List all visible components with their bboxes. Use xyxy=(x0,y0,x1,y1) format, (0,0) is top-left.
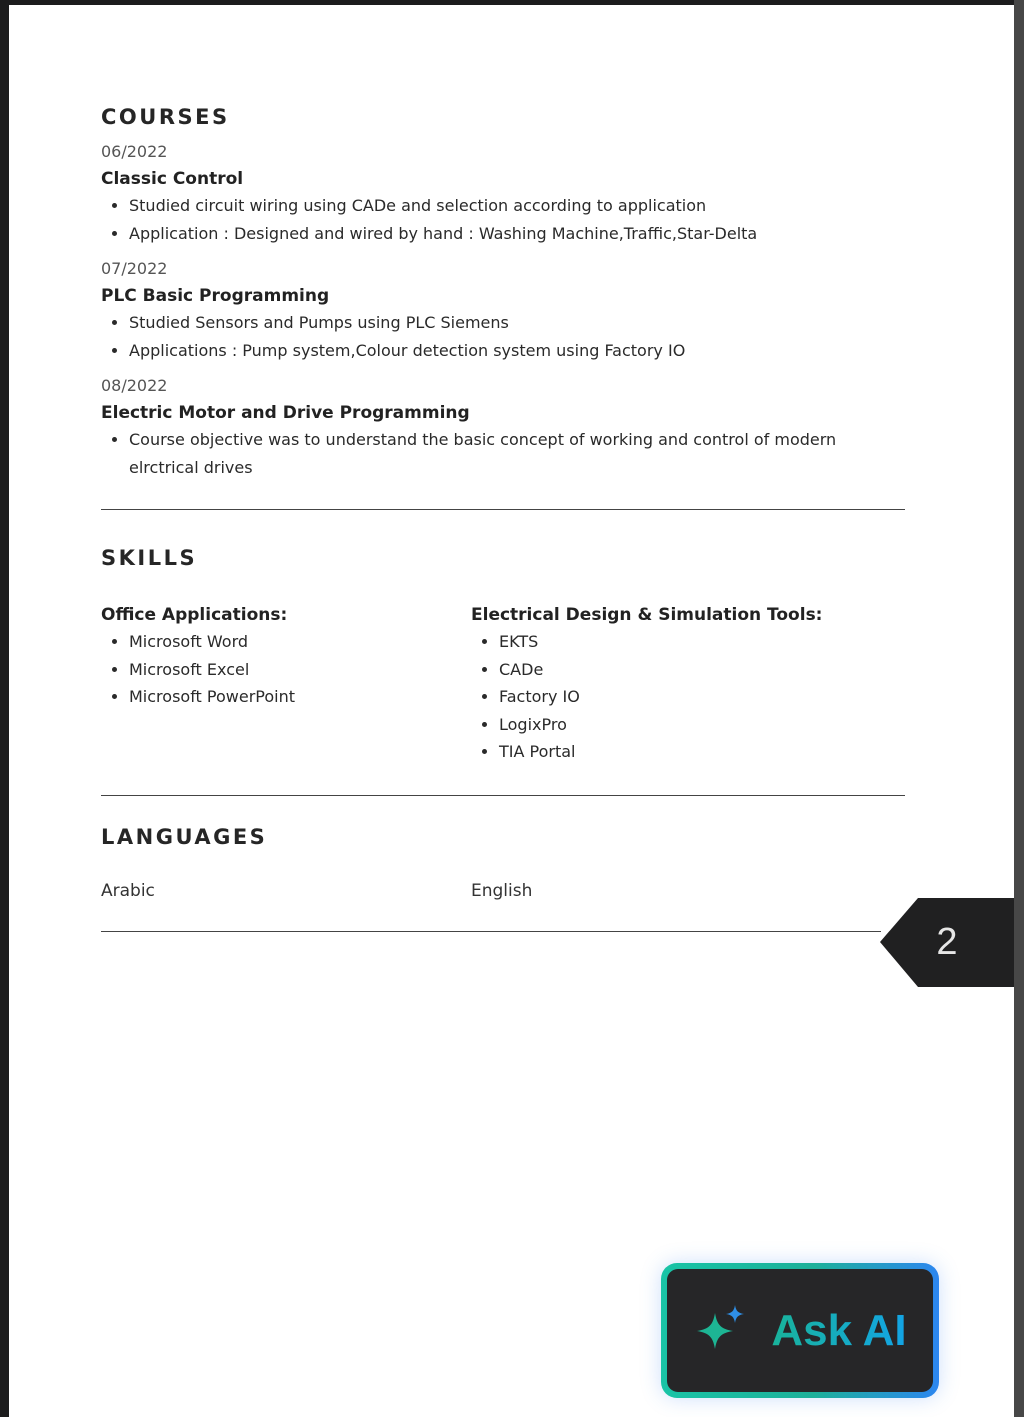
languages-heading: LANGUAGES xyxy=(101,825,268,849)
sparkle-icon xyxy=(693,1305,749,1357)
skills-group xyxy=(471,604,822,766)
course-title: PLC Basic Programming xyxy=(101,286,330,306)
language-item: Arabic xyxy=(101,881,155,901)
language-item: English xyxy=(471,881,533,901)
course-date: 08/2022 xyxy=(101,376,168,395)
course-date: 07/2022 xyxy=(101,259,168,278)
skill-item: • LogixPro xyxy=(499,711,822,739)
ask-ai-button[interactable] xyxy=(661,1263,939,1398)
skill-item: • CADe xyxy=(499,656,822,684)
ask-ai-label: Ask AI xyxy=(771,1305,907,1355)
skills-section xyxy=(101,545,905,766)
skill-item: • Microsoft Word xyxy=(129,628,471,656)
course-title: Electric Motor and Drive Programming xyxy=(101,403,470,423)
skill-item: • EKTS xyxy=(499,628,822,656)
course-item xyxy=(101,259,905,364)
course-date: 06/2022 xyxy=(101,142,168,161)
course-title: Classic Control xyxy=(101,169,244,189)
course-item xyxy=(101,142,905,247)
skills-group-title: Electrical Design & Simulation Tools: xyxy=(471,605,823,625)
course-item xyxy=(101,376,905,481)
divider xyxy=(101,509,905,510)
divider xyxy=(101,931,881,932)
courses-heading: COURSES xyxy=(101,105,230,129)
skill-item: • Factory IO xyxy=(499,683,822,711)
skills-heading: SKILLS xyxy=(101,546,198,570)
page-number: 2 xyxy=(936,921,958,963)
course-bullet: • Application : Designed and wired by hand : Washing Machine,Traffic,Star-Delta xyxy=(129,220,905,248)
skills-group xyxy=(101,604,471,766)
skill-item: • Microsoft PowerPoint xyxy=(129,683,471,711)
course-bullet: • Studied circuit wiring using CADe and selection according to application xyxy=(129,192,905,220)
course-bullet: • Applications : Pump system,Colour detection system using Factory IO xyxy=(129,337,905,365)
skill-item: • Microsoft Excel xyxy=(129,656,471,684)
skills-group-title: Office Applications: xyxy=(101,605,288,625)
courses-section xyxy=(101,104,905,481)
scrollbar[interactable] xyxy=(1014,0,1024,1417)
divider xyxy=(101,795,905,796)
languages-section xyxy=(101,824,905,901)
page-number-indicator xyxy=(880,898,1014,987)
course-bullet: • Course objective was to understand the basic concept of working and control of modern elrctrical drives xyxy=(129,426,905,481)
course-bullet: • Studied Sensors and Pumps using PLC Siemens xyxy=(129,309,905,337)
skill-item: • TIA Portal xyxy=(499,738,822,766)
